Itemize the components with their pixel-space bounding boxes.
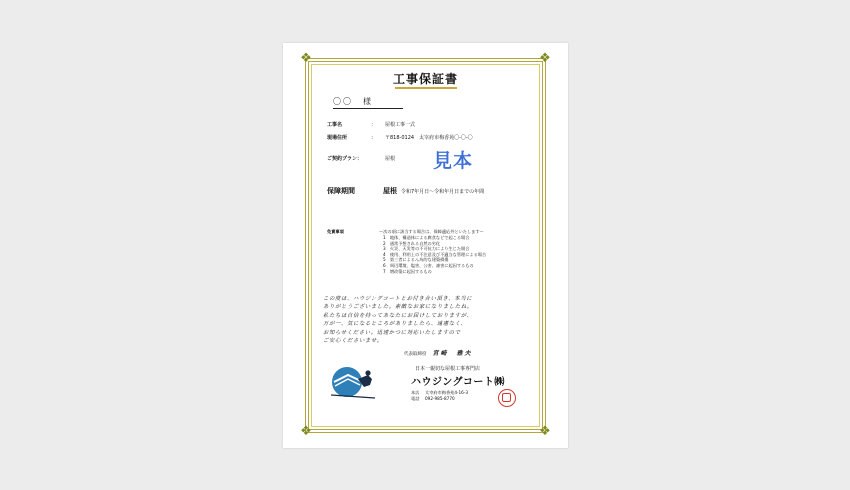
addressee: 〇〇 様 xyxy=(333,96,403,109)
field-value: 〒818-0124 太宰府市梅香苑〇-〇-〇 xyxy=(385,135,473,141)
signer-name: 宮崎 雅夫 xyxy=(432,350,473,357)
title-underline xyxy=(395,87,457,89)
company-tagline: 日本一親切な屋根工事専門店 xyxy=(415,366,481,372)
company-info xyxy=(411,390,505,402)
corner-ornament-icon: ❖ xyxy=(300,424,312,439)
warranty-plan: 屋根 xyxy=(383,187,397,195)
list-item: 6 周辺環境、塩害、公害、凍害に起因するもの xyxy=(383,262,474,268)
thank-you-message xyxy=(323,295,528,345)
list-item: 2 通常予想される自然の劣化 xyxy=(383,240,441,246)
list-item: 3 火災、天災等の不可抗力により生じた場合 xyxy=(383,246,470,252)
field-label: ご契約プラン： xyxy=(327,156,363,162)
message-line: 万が一、気になるところがありましたら、遠慮なく、 xyxy=(323,321,467,328)
office-address: 太宰府市梅香苑4-16-3 xyxy=(425,390,468,395)
field-value: 屋根 xyxy=(385,156,396,162)
field-colon: ： xyxy=(371,135,377,141)
field-row-contract-plan xyxy=(327,155,395,162)
exclusions-label: 免責事項 xyxy=(327,229,344,234)
field-label: 工事名 xyxy=(327,122,343,128)
company-seal-icon xyxy=(498,389,516,407)
corner-ornament-icon: ❖ xyxy=(300,51,312,66)
signature-block xyxy=(404,348,473,357)
warranty-certificate xyxy=(283,43,568,448)
corner-ornament-icon: ❖ xyxy=(539,51,551,66)
field-row-site-address xyxy=(327,134,473,141)
signer-role: 代表取締役 xyxy=(404,352,427,357)
message-line: お知らせください。迅速かつに対応いたしますので xyxy=(323,329,461,336)
company-name: ハウジングコート㈱ xyxy=(411,377,505,388)
list-item: 4 使用、利用上の不注意及び不適当な管理による場合 xyxy=(383,251,487,257)
phone-number: 092-985-8770 xyxy=(425,396,455,401)
exclusions-list xyxy=(383,235,523,274)
warranty-period xyxy=(327,186,484,196)
corner-ornament-icon: ❖ xyxy=(539,424,551,439)
message-line: ご安心くださいませ。 xyxy=(323,338,383,345)
exclusions-intro: 〜次の項に該当する場合は、保障適応外といたします〜 xyxy=(379,229,484,234)
phone-label: 電話 xyxy=(411,396,420,401)
list-item: 7 増改築に起因するもの xyxy=(383,268,432,274)
company-logo-icon xyxy=(328,365,378,403)
list-item: 5 第三者によるん為的な建築損傷 xyxy=(383,257,449,263)
field-colon: ： xyxy=(371,122,377,128)
warranty-label: 保障期間 xyxy=(327,187,355,195)
message-line: ありがとうございました。素敵なお家になりましたね。 xyxy=(323,304,473,311)
field-value: 屋根工事一式 xyxy=(385,122,416,128)
sample-stamp: 見本 xyxy=(433,150,474,172)
message-line: 私たちは自信を持ってあなたにお届けしておりますが、 xyxy=(323,312,473,319)
warranty-period-value: 令和7年月日〜令和年月日までの年間 xyxy=(401,189,485,195)
company-block xyxy=(411,365,505,402)
field-row-work-name xyxy=(327,121,415,128)
field-label: 現場住所 xyxy=(327,135,348,141)
list-item: 1 地体、構造体による腐食などで起こる場合 xyxy=(383,235,470,240)
message-line: この度は、ハウジングコートとお付き合い頂き、本当に xyxy=(323,296,473,302)
office-label: 本店 xyxy=(411,390,420,395)
certificate-title: 工事保証書 xyxy=(392,72,458,86)
